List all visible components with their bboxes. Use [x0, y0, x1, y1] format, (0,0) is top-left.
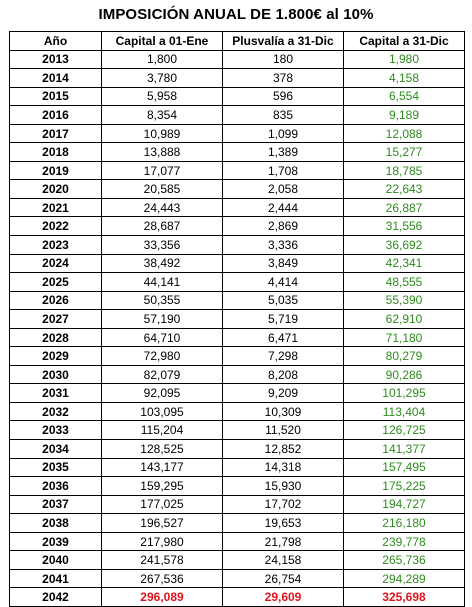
- capital-start-cell: 159,295: [102, 477, 223, 496]
- table-row: [10, 198, 465, 217]
- gain-cell: 596: [223, 87, 344, 106]
- gain-cell: 2,869: [223, 217, 344, 236]
- gain-cell: 14,318: [223, 458, 344, 477]
- table-title: IMPOSICIÓN ANUAL DE 1.800€ al 10%: [98, 6, 374, 23]
- capital-start-cell: 241,578: [102, 551, 223, 570]
- year-cell: 2015: [10, 87, 102, 106]
- gain-cell: 21,798: [223, 532, 344, 551]
- gain-cell: 378: [223, 69, 344, 88]
- gain-cell: 3,336: [223, 236, 344, 255]
- header-capital-start: Capital a 01-Ene: [102, 32, 223, 51]
- capital-end-cell: 4,158: [344, 69, 465, 88]
- capital-start-cell: 20,585: [102, 180, 223, 199]
- year-cell: 2030: [10, 365, 102, 384]
- year-cell: 2029: [10, 347, 102, 366]
- gain-cell: 15,930: [223, 477, 344, 496]
- capital-start-cell: 44,141: [102, 273, 223, 292]
- gain-cell: 1,099: [223, 124, 344, 143]
- year-cell: 2038: [10, 514, 102, 533]
- gain-cell: 24,158: [223, 551, 344, 570]
- capital-start-cell: 143,177: [102, 458, 223, 477]
- table-row: [10, 514, 465, 533]
- gain-cell: 9,209: [223, 384, 344, 403]
- capital-start-cell: 296,089: [102, 588, 223, 607]
- capital-start-cell: 64,710: [102, 328, 223, 347]
- gain-cell: 26,754: [223, 569, 344, 588]
- year-cell: 2033: [10, 421, 102, 440]
- capital-start-cell: 10,989: [102, 124, 223, 143]
- table-row: [10, 124, 465, 143]
- capital-start-cell: 3,780: [102, 69, 223, 88]
- capital-start-cell: 128,525: [102, 440, 223, 459]
- gain-cell: 17,702: [223, 495, 344, 514]
- capital-start-cell: 196,527: [102, 514, 223, 533]
- capital-start-cell: 72,980: [102, 347, 223, 366]
- capital-start-cell: 50,355: [102, 291, 223, 310]
- table-row: [10, 143, 465, 162]
- capital-end-cell: 12,088: [344, 124, 465, 143]
- header-capital-end: Capital a 31-Dic: [344, 32, 465, 51]
- table-row: [10, 87, 465, 106]
- capital-start-cell: 17,077: [102, 161, 223, 180]
- capital-end-cell: 126,725: [344, 421, 465, 440]
- table-row: [10, 477, 465, 496]
- capital-end-cell: 239,778: [344, 532, 465, 551]
- table-row: [10, 551, 465, 570]
- year-cell: 2022: [10, 217, 102, 236]
- capital-end-cell: 113,404: [344, 402, 465, 421]
- table-row: [10, 310, 465, 329]
- capital-start-cell: 92,095: [102, 384, 223, 403]
- table-row: [10, 328, 465, 347]
- table-row: [10, 569, 465, 588]
- table-row: [10, 236, 465, 255]
- table-row: [10, 347, 465, 366]
- capital-end-cell: 157,495: [344, 458, 465, 477]
- capital-start-cell: 5,958: [102, 87, 223, 106]
- table-row: [10, 421, 465, 440]
- year-cell: 2037: [10, 495, 102, 514]
- capital-end-cell: 9,189: [344, 106, 465, 125]
- gain-cell: 10,309: [223, 402, 344, 421]
- gain-cell: 2,058: [223, 180, 344, 199]
- year-cell: 2025: [10, 273, 102, 292]
- year-cell: 2042: [10, 588, 102, 607]
- capital-end-cell: 36,692: [344, 236, 465, 255]
- table-row: [10, 273, 465, 292]
- capital-start-cell: 217,980: [102, 532, 223, 551]
- table-row: [10, 384, 465, 403]
- gain-cell: 180: [223, 50, 344, 69]
- table-row: [10, 588, 465, 607]
- year-cell: 2024: [10, 254, 102, 273]
- table-body: [10, 50, 465, 606]
- table-row: [10, 69, 465, 88]
- header-year: Año: [10, 32, 102, 51]
- capital-end-cell: 26,887: [344, 198, 465, 217]
- capital-start-cell: 115,204: [102, 421, 223, 440]
- table-row: [10, 50, 465, 69]
- capital-end-cell: 48,555: [344, 273, 465, 292]
- header-row: [10, 32, 465, 51]
- year-cell: 2023: [10, 236, 102, 255]
- gain-cell: 4,414: [223, 273, 344, 292]
- gain-cell: 12,852: [223, 440, 344, 459]
- capital-start-cell: 267,536: [102, 569, 223, 588]
- capital-end-cell: 6,554: [344, 87, 465, 106]
- year-cell: 2017: [10, 124, 102, 143]
- table-row: [10, 106, 465, 125]
- year-cell: 2019: [10, 161, 102, 180]
- gain-cell: 7,298: [223, 347, 344, 366]
- capital-end-cell: 141,377: [344, 440, 465, 459]
- table-row: [10, 217, 465, 236]
- investment-table: [9, 31, 465, 607]
- capital-start-cell: 33,356: [102, 236, 223, 255]
- year-cell: 2016: [10, 106, 102, 125]
- year-cell: 2014: [10, 69, 102, 88]
- capital-start-cell: 38,492: [102, 254, 223, 273]
- table-row: [10, 291, 465, 310]
- gain-cell: 29,609: [223, 588, 344, 607]
- year-cell: 2027: [10, 310, 102, 329]
- gain-cell: 2,444: [223, 198, 344, 217]
- capital-end-cell: 294,289: [344, 569, 465, 588]
- year-cell: 2040: [10, 551, 102, 570]
- year-cell: 2041: [10, 569, 102, 588]
- year-cell: 2020: [10, 180, 102, 199]
- table-row: [10, 402, 465, 421]
- gain-cell: 835: [223, 106, 344, 125]
- gain-cell: 5,035: [223, 291, 344, 310]
- capital-end-cell: 325,698: [344, 588, 465, 607]
- capital-end-cell: 194,727: [344, 495, 465, 514]
- capital-end-cell: 22,643: [344, 180, 465, 199]
- table-row: [10, 495, 465, 514]
- capital-end-cell: 265,736: [344, 551, 465, 570]
- table-row: [10, 180, 465, 199]
- capital-end-cell: 31,556: [344, 217, 465, 236]
- year-cell: 2026: [10, 291, 102, 310]
- gain-cell: 19,653: [223, 514, 344, 533]
- capital-end-cell: 62,910: [344, 310, 465, 329]
- year-cell: 2028: [10, 328, 102, 347]
- gain-cell: 6,471: [223, 328, 344, 347]
- table-row: [10, 161, 465, 180]
- capital-start-cell: 13,888: [102, 143, 223, 162]
- table-row: [10, 532, 465, 551]
- year-cell: 2021: [10, 198, 102, 217]
- gain-cell: 1,708: [223, 161, 344, 180]
- year-cell: 2031: [10, 384, 102, 403]
- capital-end-cell: 42,341: [344, 254, 465, 273]
- table-row: [10, 254, 465, 273]
- capital-start-cell: 103,095: [102, 402, 223, 421]
- capital-end-cell: 1,980: [344, 50, 465, 69]
- capital-end-cell: 15,277: [344, 143, 465, 162]
- gain-cell: 11,520: [223, 421, 344, 440]
- gain-cell: 8,208: [223, 365, 344, 384]
- year-cell: 2018: [10, 143, 102, 162]
- year-cell: 2036: [10, 477, 102, 496]
- capital-start-cell: 8,354: [102, 106, 223, 125]
- year-cell: 2039: [10, 532, 102, 551]
- capital-start-cell: 24,443: [102, 198, 223, 217]
- capital-start-cell: 28,687: [102, 217, 223, 236]
- table-row: [10, 458, 465, 477]
- capital-start-cell: 1,800: [102, 50, 223, 69]
- capital-end-cell: 80,279: [344, 347, 465, 366]
- capital-end-cell: 101,295: [344, 384, 465, 403]
- year-cell: 2034: [10, 440, 102, 459]
- capital-end-cell: 55,390: [344, 291, 465, 310]
- year-cell: 2035: [10, 458, 102, 477]
- table-row: [10, 365, 465, 384]
- capital-end-cell: 90,286: [344, 365, 465, 384]
- capital-start-cell: 82,079: [102, 365, 223, 384]
- capital-end-cell: 216,180: [344, 514, 465, 533]
- header-gain: Plusvalía a 31-Dic: [223, 32, 344, 51]
- year-cell: 2032: [10, 402, 102, 421]
- capital-end-cell: 175,225: [344, 477, 465, 496]
- table-row: [10, 440, 465, 459]
- capital-start-cell: 57,190: [102, 310, 223, 329]
- capital-end-cell: 18,785: [344, 161, 465, 180]
- gain-cell: 1,389: [223, 143, 344, 162]
- capital-end-cell: 71,180: [344, 328, 465, 347]
- capital-start-cell: 177,025: [102, 495, 223, 514]
- year-cell: 2013: [10, 50, 102, 69]
- gain-cell: 5,719: [223, 310, 344, 329]
- gain-cell: 3,849: [223, 254, 344, 273]
